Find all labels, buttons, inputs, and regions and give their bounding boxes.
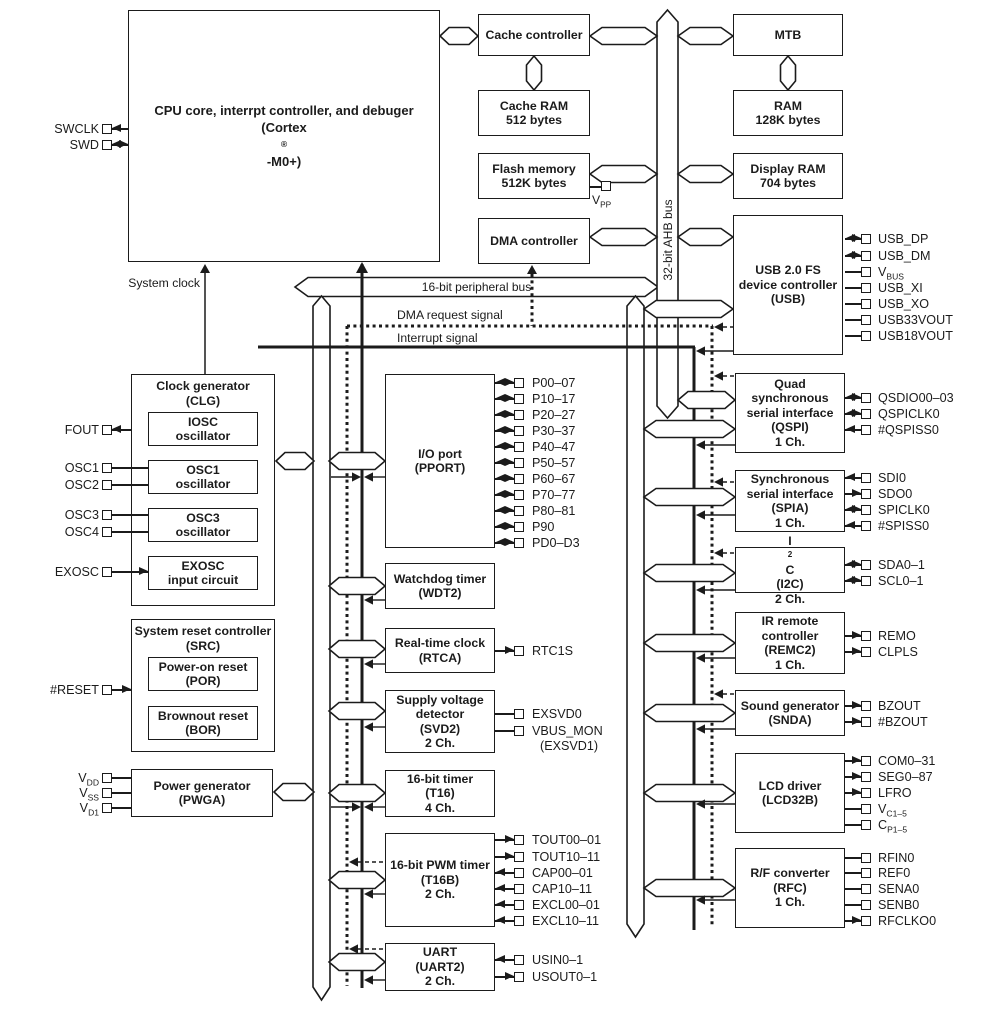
bus-connector-ahb-usb [678, 229, 733, 246]
pin-tout10-label: TOUT10–11 [532, 850, 601, 864]
pin-fout-label: FOUT [64, 423, 99, 437]
pin-excl00-label: EXCL00–01 [532, 898, 600, 912]
pin-p60-label: P60–67 [532, 472, 576, 486]
block-cache-controller: Cache controller [478, 14, 590, 56]
block-spia: Synchronous serial interface (SPIA) 1 Ch. [735, 470, 845, 532]
vpp-pin-label: $V_{PP}$ [592, 193, 612, 210]
pin-pd0-label: PD0–D3 [532, 536, 580, 550]
arrow-remc2-int [696, 653, 705, 662]
block-iosc: IOSC oscillator [148, 412, 258, 446]
pin-cap00-label: CAP00–01 [532, 866, 593, 880]
bus-connector-cache-cacheram [527, 56, 542, 90]
block-osc1: OSC1 oscillator [148, 460, 258, 494]
pin-vbus-mon-label: VBUS_MON [532, 724, 603, 738]
pin-vd1-label: $V_{D1}$ [79, 801, 99, 818]
pin-swclk-label: SWCLK [54, 122, 99, 136]
bus-connector-remc2-bus [644, 635, 735, 652]
pin-clpls-label: CLPLS [878, 645, 918, 659]
bus-rail-peripheral-right [627, 296, 644, 937]
pin-p90-label: P90 [532, 520, 555, 534]
bus-connector-cache-ahb [590, 28, 657, 45]
pin-usb-xi-label: USB_XI [878, 281, 923, 295]
pin-rtc1s-label: RTC1S [532, 644, 574, 658]
pin-excl10-label: EXCL10–11 [532, 914, 599, 928]
bus-connector-lcd-bus [644, 785, 735, 802]
bus-connector-i2c-bus [644, 565, 735, 582]
pin-sda0-label: SDA0–1 [878, 558, 925, 572]
pin-qspiclk0-label: QSPICLK0 [878, 407, 940, 421]
arrow-t16b-int [364, 889, 373, 898]
block-i2c: I 2 C (I2C) 2 Ch. [735, 547, 845, 593]
pin-cap10-label: CAP10–11 [532, 882, 592, 896]
bus-connector-snda-bus [644, 705, 735, 722]
pin-rfclko0-label: RFCLKO0 [878, 914, 937, 928]
bus-connector-spia-bus [644, 489, 735, 506]
pin-vdd-label: $V_{DD}$ [78, 771, 99, 788]
block-uart2: UART (UART2) 2 Ch. [385, 943, 495, 991]
arrow-usb-int [696, 346, 705, 355]
pin-p20-label: P20–27 [532, 408, 576, 422]
pin-vss-label: $V_{SS}$ [79, 786, 99, 803]
pin-tout00-label: TOUT00–01 [532, 833, 602, 847]
arrow-spia-int [696, 510, 705, 519]
pin-p10-label: P10–17 [532, 392, 576, 406]
pin-nbzout-label: #BZOUT [878, 715, 928, 729]
arrow-qspi-dma [714, 371, 723, 380]
bus-connector-wdt2-bus [329, 578, 385, 595]
pin-p40-label: P40–47 [532, 440, 576, 454]
block-osc3: OSC3 oscillator [148, 508, 258, 542]
bus-connector-flash-ahb [590, 166, 657, 183]
arrow-svd2-int [364, 722, 373, 731]
pin-bzout-label: BZOUT [878, 699, 921, 713]
block-exosc: EXOSC input circuit [148, 556, 258, 590]
pin-usb33vout-label: USB33VOUT [878, 313, 953, 327]
block-pwga: Power generator (PWGA) [131, 769, 273, 817]
block-wdt2: Watchdog timer (WDT2) [385, 563, 495, 609]
pin-cp15-label: $C_{P1-5}$ [878, 818, 908, 835]
pin-sdo0-label: SDO0 [878, 487, 913, 501]
pin-p70-label: P70–77 [532, 488, 576, 502]
pin-remo-label: REMO [878, 629, 916, 643]
block-remc2: IR remote controller (REMC2) 1 Ch. [735, 612, 845, 674]
block-snda: Sound generator (SNDA) [735, 690, 845, 736]
pin-qsdio-label: QSDIO00–03 [878, 391, 954, 405]
arrow-bor-to-por [198, 689, 208, 698]
block-mtb: MTB [733, 14, 843, 56]
arrow-pport-int [364, 472, 373, 481]
arrow-pport-int-l [352, 472, 361, 481]
peripheral-bus-label: 16-bit peripheral bus [421, 280, 532, 294]
vpp-pin-box [601, 181, 611, 191]
block-lcd32b: LCD driver (LCD32B) [735, 753, 845, 833]
bus-connector-clg-prail [276, 453, 314, 470]
block-bor: Brownout reset (BOR) [148, 706, 258, 740]
bus-connector-pwga-prail [274, 784, 314, 801]
arrow-spia-dma [714, 477, 723, 486]
bus-connector-cpu-cache [440, 28, 478, 45]
bus-connector-mtb-ram [781, 56, 796, 90]
bus-connector-t16-bus [329, 785, 385, 802]
pin-p50-label: P50–57 [532, 456, 576, 470]
arrow-rtca-int [364, 659, 373, 668]
arrow-snda-dma [714, 689, 723, 698]
pin-usb-dm-label: USB_DM [878, 249, 931, 263]
block-flash-memory: Flash memory 512K bytes [478, 153, 590, 199]
arrow-uart2-int [364, 975, 373, 984]
pin-qspiss0-label: #QSPISS0 [878, 423, 939, 437]
arrow-system-clock-to-cpu [200, 264, 210, 273]
system-clock-label: System clock [128, 276, 200, 290]
bus-connector-qspi-bus [644, 421, 735, 438]
arrow-t16-int [364, 802, 373, 811]
dma-request-signal-label: DMA request signal [397, 308, 503, 322]
arrow-t16-int-l [352, 802, 361, 811]
pin-osc3-label: OSC3 [64, 508, 99, 522]
block-dma-controller: DMA controller [478, 218, 590, 264]
pin-senb0-label: SENB0 [878, 898, 920, 912]
arrow-dma-request-to-dmac [527, 265, 537, 274]
bus-connector-prail-usb [644, 301, 733, 318]
bus-connector-t16b-bus [329, 872, 385, 889]
arrow-uart2-dma [349, 944, 358, 953]
pin-usb18vout-label: USB18VOUT [878, 329, 953, 343]
arrow-wdt2-int [364, 595, 373, 604]
pin-lfro-label: LFRO [878, 786, 912, 800]
pin-vc15-label: $V_{C1-5}$ [878, 802, 907, 819]
interrupt-signal-label: Interrupt signal [397, 331, 478, 345]
pin-sena0-label: SENA0 [878, 882, 920, 896]
block-rtca: Real-time clock (RTCA) [385, 628, 495, 673]
bus-connector-rtca-bus [329, 641, 385, 658]
block-por: Power-on reset (POR) [148, 657, 258, 691]
block-cpu: CPU core, interrpt controller, and debuger (Cortex ® -M0+) [128, 10, 440, 262]
pin-p30-label: P30–37 [532, 424, 576, 438]
pin-osc4-label: OSC4 [64, 525, 99, 539]
bus-connector-uart2-bus [329, 954, 385, 971]
block-src: System reset controller (SRC) [131, 619, 275, 752]
block-usb: USB 2.0 FS device controller (USB) [733, 215, 843, 355]
bus-connector-ahb-mtb [678, 28, 733, 45]
pin-spiclk0-label: SPICLK0 [878, 503, 930, 517]
arrow-interrupt-to-cpu [356, 262, 368, 273]
pin-usout0-label: USOUT0–1 [532, 970, 598, 984]
block-t16: 16-bit timer (T16) 4 Ch. [385, 770, 495, 817]
block-clg: Clock generator (CLG) [131, 374, 275, 606]
pin-vbus-label: $V_{BUS}$ [878, 265, 904, 282]
pin-reset-label: #RESET [50, 683, 99, 697]
bus-connector-rfc-bus [644, 880, 735, 897]
pin-usb-xo-label: USB_XO [878, 297, 930, 311]
block-cache-ram: Cache RAM 512 bytes [478, 90, 590, 136]
pin-p00-label: P00–07 [532, 376, 576, 390]
block-display-ram: Display RAM 704 bytes [733, 153, 843, 199]
pin-rfin0-label: RFIN0 [878, 851, 915, 865]
pin-usb-dp-label: USB_DP [878, 232, 929, 246]
ahb-bus-label: 32-bit AHB bus [661, 199, 675, 281]
bus-rail-peripheral-mid [313, 296, 330, 1000]
pin-scl0-label: SCL0–1 [878, 574, 924, 588]
bus-connector-ahb-dispram [678, 166, 733, 183]
block-ram: RAM 128K bytes [733, 90, 843, 136]
arrow-t16b-dma [349, 857, 358, 866]
pin-spiss0-label: #SPISS0 [878, 519, 930, 533]
arrow-i2c-int [696, 585, 705, 594]
bus-connector-pport-bus [329, 453, 385, 470]
block-qspi: Quad synchronous serial interface (QSPI) 1 Ch. [735, 373, 845, 453]
pin-exosc-label: EXOSC [54, 565, 99, 579]
pin-usin0-label: USIN0–1 [532, 953, 584, 967]
block-pport: I/O port (PPORT) [385, 374, 495, 548]
pin-exsvd1-label: (EXSVD1) [540, 739, 599, 753]
arrow-i2c-dma [714, 548, 723, 557]
pin-osc1-label: OSC1 [64, 461, 99, 475]
block-rfc: R/F converter (RFC) 1 Ch. [735, 848, 845, 928]
pin-sdi0-label: SDI0 [878, 471, 906, 485]
pin-exsvd0-label: EXSVD0 [532, 707, 582, 721]
pin-osc2-label: OSC2 [64, 478, 99, 492]
arrow-qspi-int [696, 440, 705, 449]
pin-swd-label: SWD [69, 138, 99, 152]
pin-seg0-label: SEG0–87 [878, 770, 933, 784]
pin-p80-label: P80–81 [532, 504, 576, 518]
arrow-snda-int [696, 724, 705, 733]
block-t16b: 16-bit PWM timer (T16B) 2 Ch. [385, 833, 495, 927]
block-svd2: Supply voltage detector (SVD2) 2 Ch. [385, 690, 495, 753]
bus-connector-qspi-ahb [678, 392, 735, 409]
bus-connector-svd2-bus [329, 703, 385, 720]
pin-com0-label: COM0–31 [878, 754, 936, 768]
pin-ref0-label: REF0 [878, 866, 911, 880]
arrow-usb-dma [714, 322, 723, 331]
bus-connector-dmac-ahb [590, 229, 657, 246]
